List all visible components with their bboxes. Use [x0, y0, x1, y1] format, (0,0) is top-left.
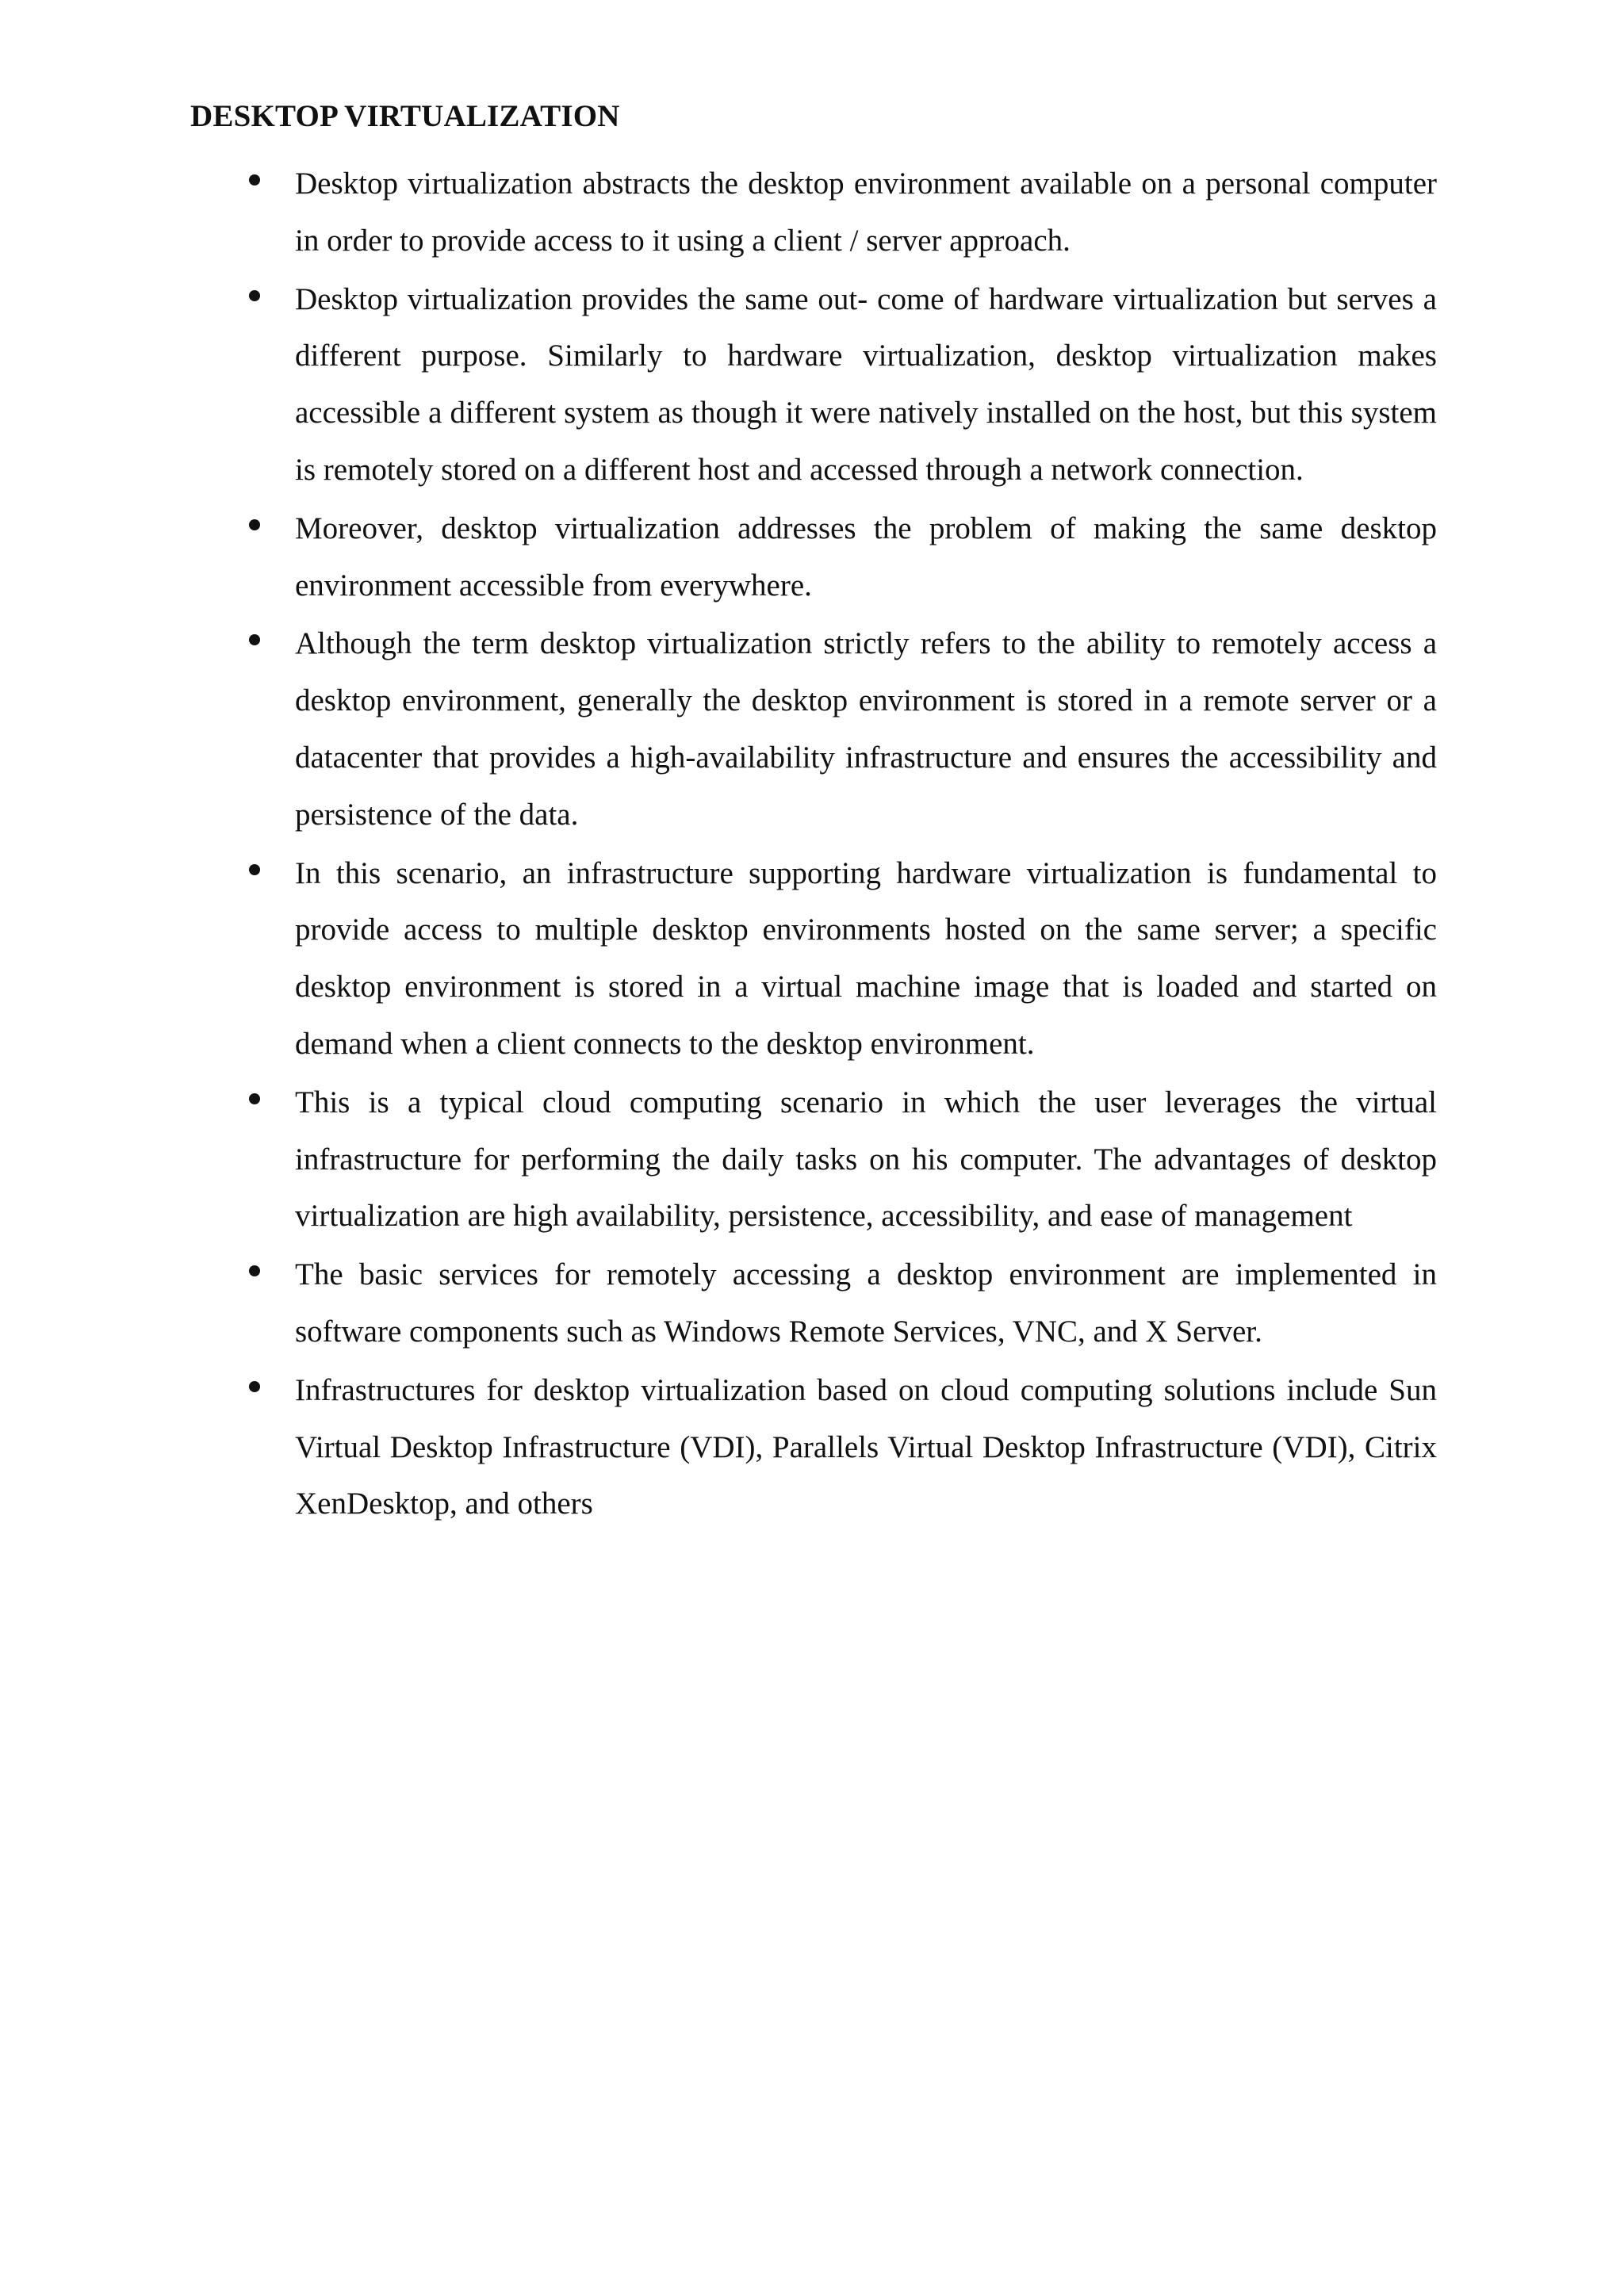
bullet-text: In this scenario, an infrastructure supporting hardware virtualization is fundamental to provide access to multiple desktop environments hosted on the same server; a specific desktop environment is stored in a virtual machine image that is loaded and started on demand when a client connects to the desktop environment. — [295, 855, 1437, 1061]
bullet-text: Although the term desktop virtualization strictly refers to the ability to remotely access a desktop environment, generally the desktop environment is stored in a remote server or a datacenter that provides a high-availability infrastructure and ensures the accessibility and persistence of the data. — [295, 626, 1437, 832]
list-item — [0, 615, 1624, 843]
bullet-icon — [249, 290, 260, 301]
list-item — [0, 1362, 1624, 1533]
list-item — [0, 845, 1624, 1073]
bullet-icon — [249, 1265, 260, 1276]
bullet-text: The basic services for remotely accessing a desktop environment are implemented in software components such as Windows Remote Services, VNC, and X Server. — [295, 1257, 1437, 1349]
bullet-list — [0, 155, 1624, 1534]
list-item — [0, 500, 1624, 614]
bullet-text: Desktop virtualization abstracts the desktop environment available on a personal computer in order to provide access to it using a client / server approach. — [295, 166, 1437, 258]
list-item — [0, 1246, 1624, 1360]
bullet-text: Desktop virtualization provides the same out- come of hardware virtualization but serves a different purpose. Similarly to hardware virtualization, desktop virtualization makes accessible a different system as though it were natively installed on the host, but this system is remotely stored on a different host and accessed through a network connection. — [295, 281, 1437, 487]
bullet-icon — [249, 1093, 260, 1104]
list-item — [0, 155, 1624, 270]
bullet-icon — [249, 174, 260, 186]
bullet-icon — [249, 1381, 260, 1392]
bullet-text: This is a typical cloud computing scenario in which the user leverages the virtual infrastructure for performing the daily tasks on his computer. The advantages of desktop virtualization are high availability, persistence, accessibility, and ease of management — [295, 1085, 1437, 1234]
list-item — [0, 1074, 1624, 1245]
bullet-icon — [249, 864, 260, 875]
bullet-icon — [249, 634, 260, 645]
list-item — [0, 271, 1624, 499]
page-title: DESKTOP VIRTUALIZATION — [190, 99, 620, 133]
bullet-text: Infrastructures for desktop virtualization based on cloud computing solutions include Sun Virtual Desktop Infrastructure (VDI), Parallels Virtual Desktop Infrastructure (VDI), Citrix XenDesktop, and others — [295, 1372, 1437, 1521]
bullet-icon — [249, 519, 260, 530]
bullet-text: Moreover, desktop virtualization addresses the problem of making the same desktop environment accessible from everywhere. — [295, 511, 1437, 603]
